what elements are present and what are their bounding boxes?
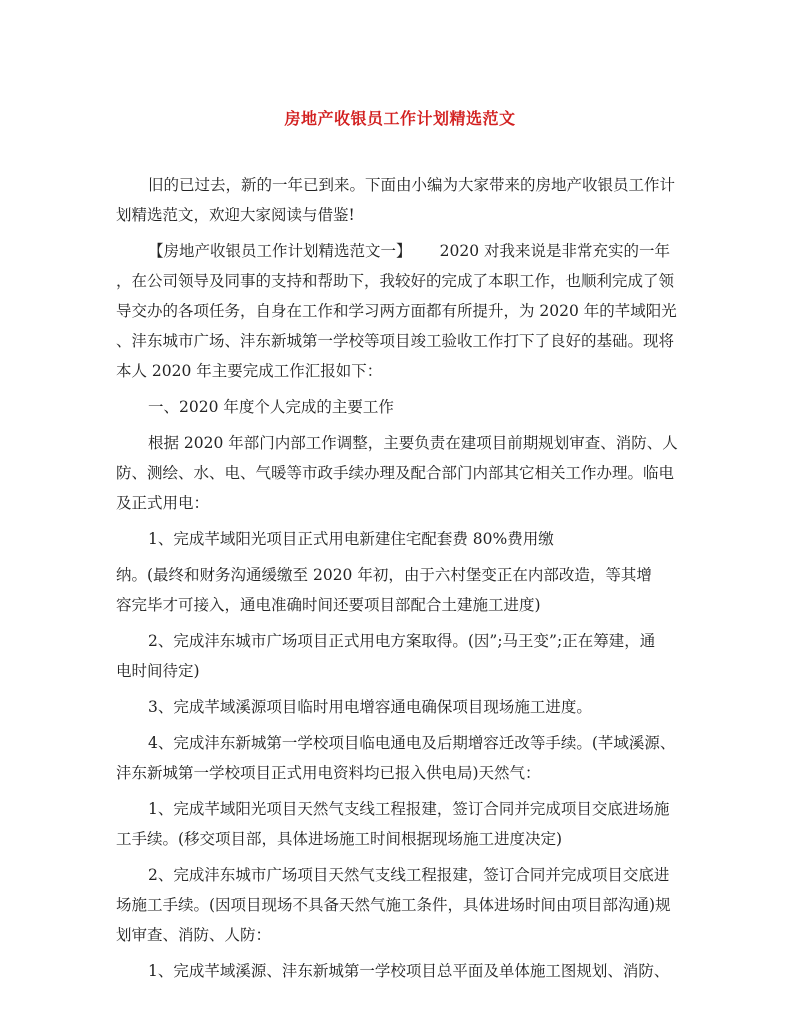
list-item: 容完毕才可接入，通电准确时间还要项目部配合土建施工进度): [116, 596, 541, 614]
paragraph-line: 旧的已过去，新的一年已到来。下面由小编为大家带来的房地产收银员工作计: [148, 176, 676, 194]
list-item: 3、完成芊域溪源项目临时用电增容通电确保项目现场施工进度。: [148, 698, 592, 716]
list-item: 划审查、消防、人防：: [116, 926, 272, 944]
paragraph-line: ，在公司领导及同事的支持和帮助下，我较好的完成了本职工作，也顺利完成了领: [116, 272, 675, 290]
list-item: 1、完成芊域溪源、沣东新城第一学校项目总平面及单体施工图规划、消防、: [148, 962, 670, 980]
list-item: 2、完成沣东城市广场项目正式用电方案取得。(因”;马王变”;正在筹建，通: [148, 632, 656, 650]
document-title: 房地产收银员工作计划精选范文: [284, 109, 516, 128]
paragraph-line: 划精选范文，欢迎大家阅读与借鉴!: [116, 206, 355, 224]
section-heading: 一、2020 年度个人完成的主要工作: [148, 398, 394, 416]
list-item: 工手续。(移交项目部，具体进场施工时间根据现场施工进度决定): [116, 830, 563, 848]
paragraph-line: 导交办的各项任务，自身在工作和学习两方面都有所提升，为 2020 年的芊域阳光: [116, 302, 677, 320]
list-item: 场施工手续。(因项目现场不具备天然气施工条件，具体进场时间由项目部沟通)规: [116, 896, 671, 914]
list-item: 1、完成芊域阳光项目正式用电新建住宅配套费 80%费用缴: [148, 530, 554, 548]
paragraph-line: 本人 2020 年主要完成工作汇报如下：: [116, 362, 383, 380]
paragraph-line: 及正式用电：: [116, 494, 210, 512]
list-item: 1、完成芊域阳光项目天然气支线工程报建，签订合同并完成项目交底进场施: [148, 800, 670, 818]
document-body: [116, 170, 686, 986]
list-item: 沣东新城第一学校项目正式用电资料均已报入供电局)天然气：: [116, 764, 541, 782]
paragraph-line: 防、测绘、水、电、气暖等市政手续办理及配合部门内部其它相关工作办理。临电: [116, 464, 675, 482]
paragraph-line: 根据 2020 年部门内部工作调整，主要负责在建项目前期规划审查、消防、人: [148, 434, 678, 452]
list-item: 纳。(最终和财务沟通缓缴至 2020 年初，由于六村堡变正在内部改造，等其增: [116, 566, 652, 584]
list-item: 电时间待定): [116, 662, 200, 680]
paragraph-line: 【房地产收银员工作计划精选范文一】 2020 对我来说是非常充实的一年: [148, 242, 671, 260]
list-item: 2、完成沣东城市广场项目天然气支线工程报建，签订合同并完成项目交底进: [148, 866, 670, 884]
list-item: 4、完成沣东新城第一学校项目临电通电及后期增容迁改等手续。(芊域溪源、: [148, 734, 676, 752]
paragraph-line: 、沣东城市广场、沣东新城第一学校等项目竣工验收工作打下了良好的基础。现将: [116, 332, 675, 350]
